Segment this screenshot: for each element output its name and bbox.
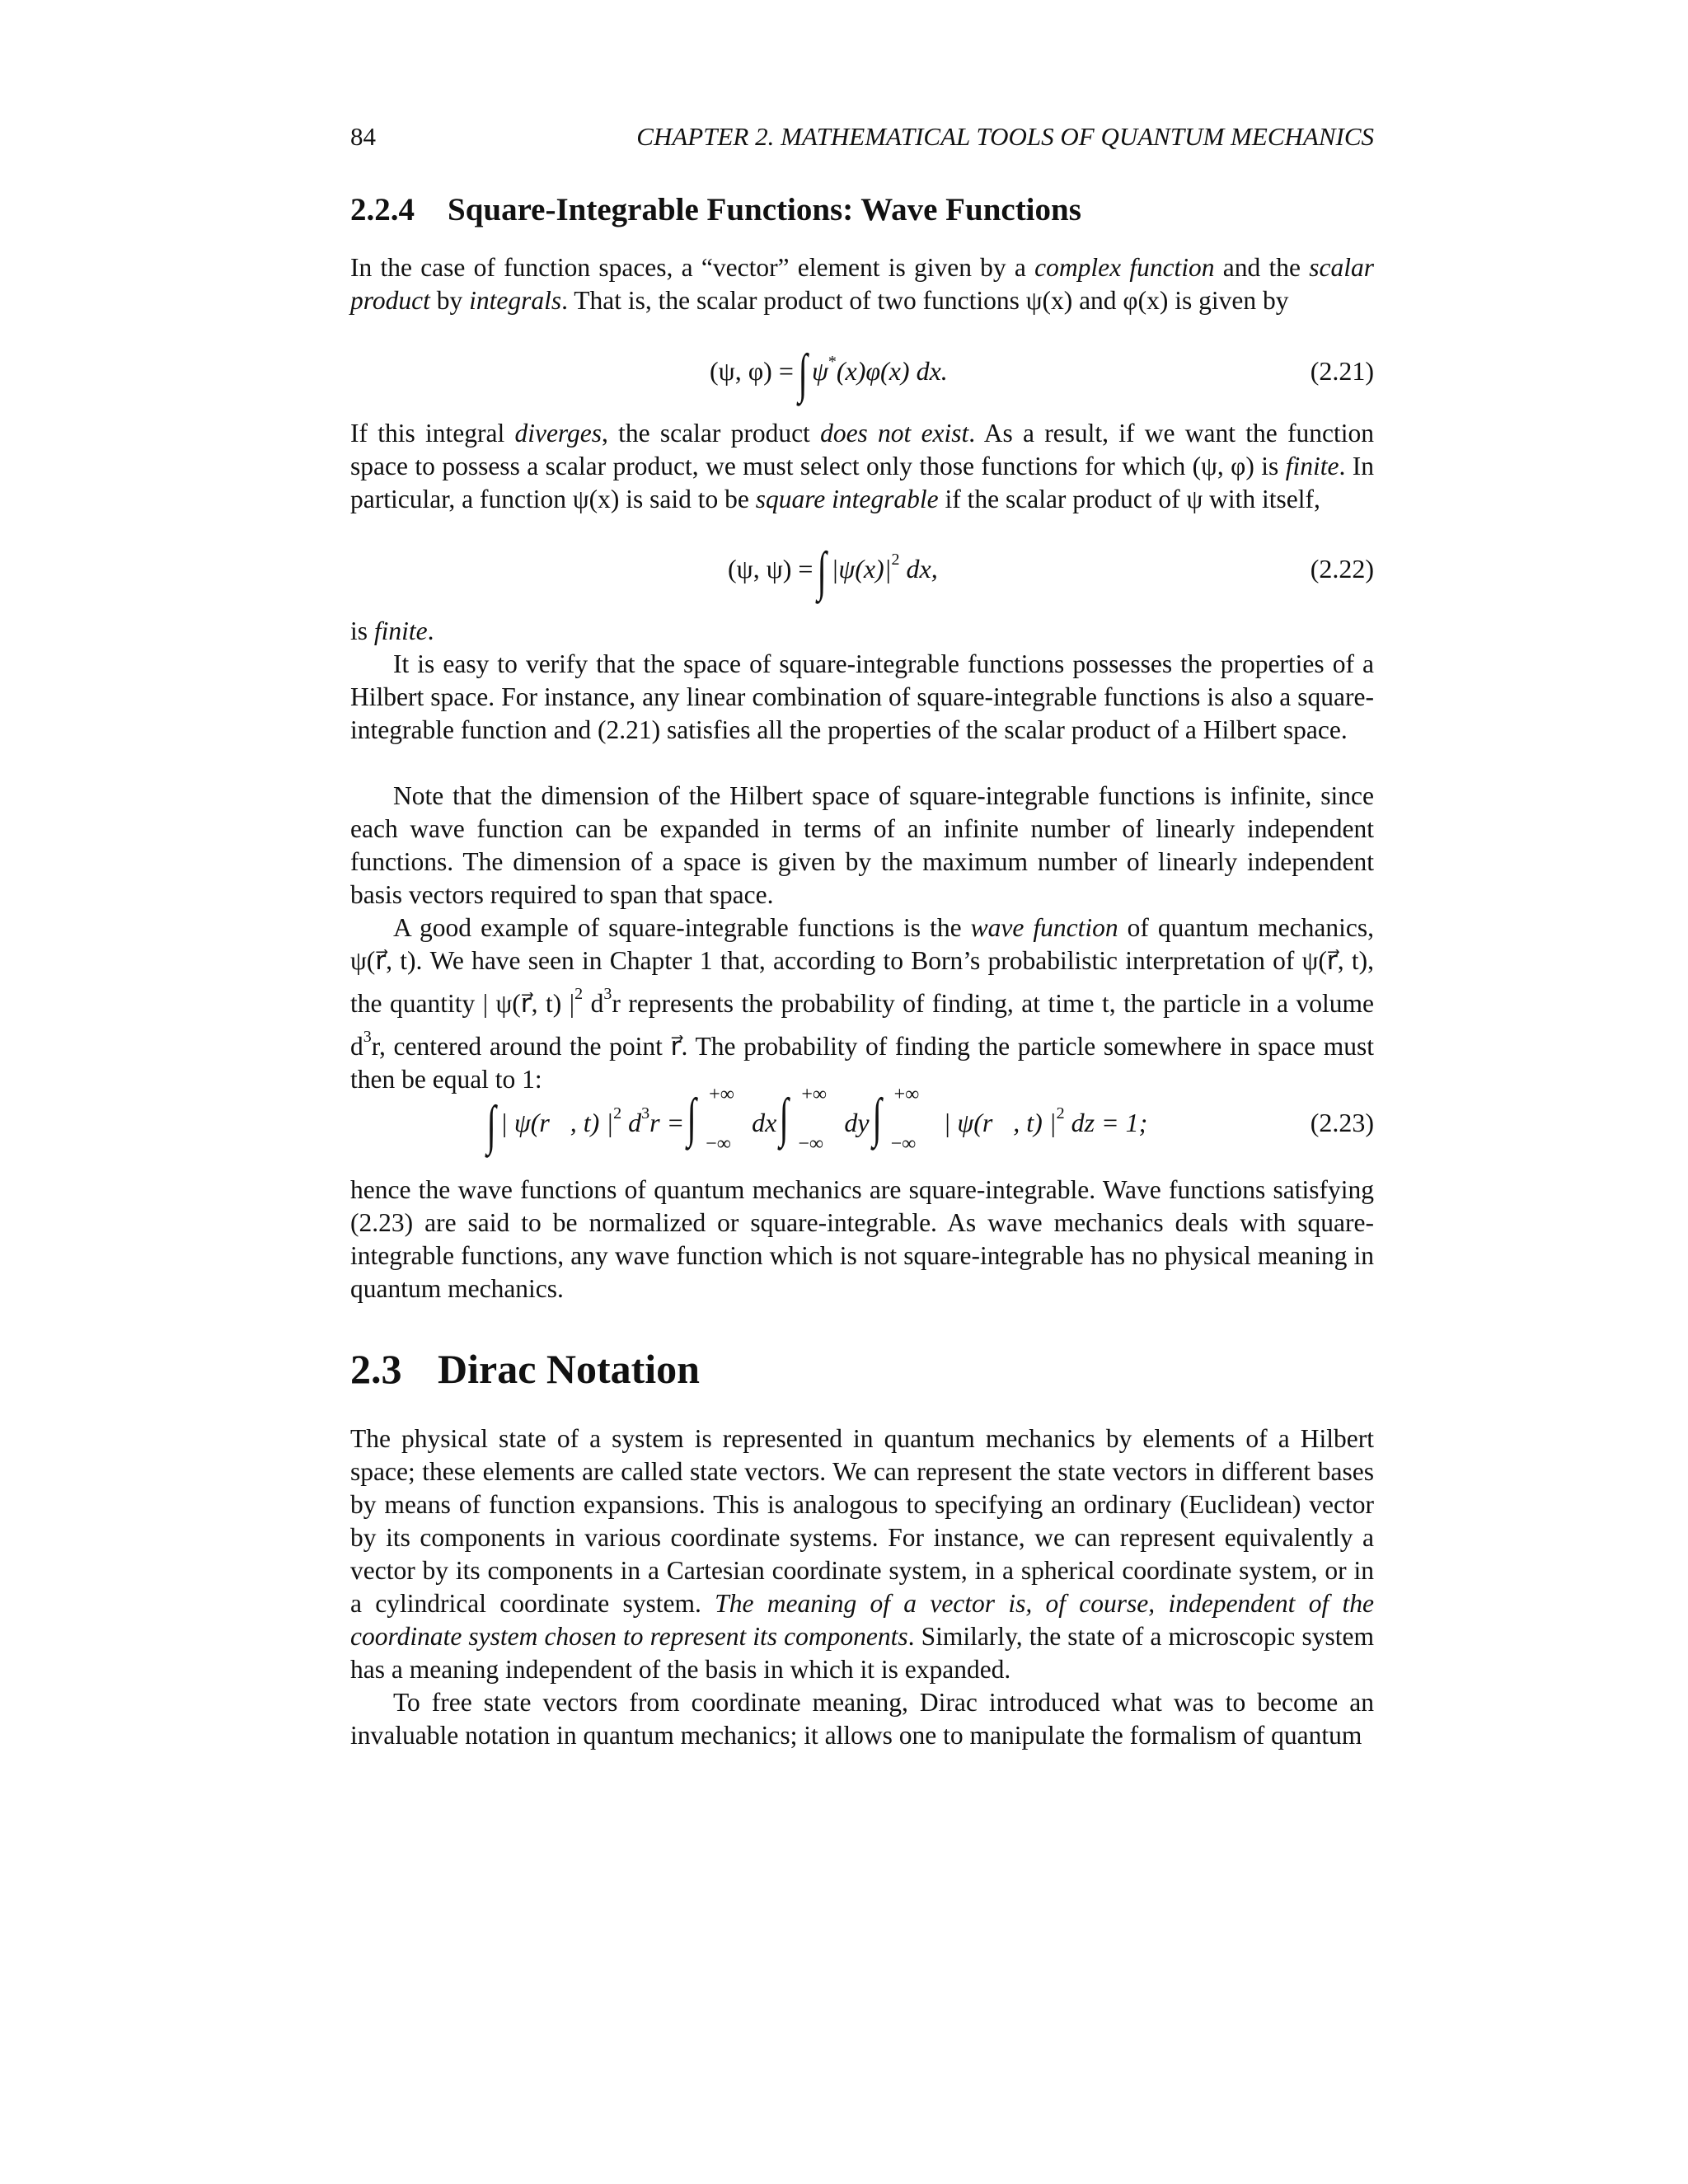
- emphasis-text: scalar product: [350, 253, 1374, 315]
- subsection-title: Square-Integrable Functions: Wave Functions: [448, 192, 1081, 227]
- section-number: 2.3: [350, 1346, 402, 1392]
- paragraph-2: [350, 417, 1374, 516]
- integrand: | ψ(r⃗, t) |: [500, 1108, 614, 1137]
- paragraph-6: [350, 912, 1374, 1096]
- text-run: , the scalar product: [602, 419, 821, 448]
- integral-sign: ∫: [687, 1088, 696, 1148]
- paragraph-3: [350, 615, 1374, 648]
- section-heading: [350, 1345, 700, 1393]
- differential: dx: [752, 1108, 777, 1137]
- integral-sign: ∫: [779, 1088, 790, 1148]
- subsection-heading: [350, 191, 1081, 228]
- emphasis-text: diverges: [514, 419, 603, 448]
- equation-lhs: (ψ, φ) =: [710, 356, 794, 386]
- running-header: [350, 122, 1374, 160]
- exponent: 2: [613, 1104, 622, 1122]
- subsection-number: 2.2.4: [350, 192, 415, 227]
- text-run: . Similarly, the state of a microscopic system has a meaning independent of the basis in which it is expanded.: [350, 1622, 1374, 1684]
- equation-body: [710, 343, 948, 405]
- text-run: r represents the probability of finding, at time t, the particle in a volume d: [350, 989, 1374, 1061]
- definite-integral-y: [779, 1084, 844, 1155]
- integral-sign: ∫: [798, 344, 808, 404]
- equation-2-23: [350, 1084, 1374, 1160]
- equation-number: (2.21): [1310, 356, 1374, 386]
- text-run: . That is, the scalar product of two functions ψ(x) and φ(x) is given by: [561, 286, 1289, 315]
- integrand: |ψ(x)|: [831, 554, 892, 583]
- emphasis-text: integrals: [469, 286, 562, 315]
- emphasis-text: does not exist: [820, 419, 969, 448]
- integrand: | ψ(r⃗, t) |: [943, 1108, 1057, 1137]
- text-run: r, centered around the point r⃗. The probability of finding the particle somewhere in space must then be equal to 1:: [350, 1032, 1374, 1094]
- page-number: 84: [350, 122, 376, 151]
- definite-integral-z: [872, 1084, 937, 1155]
- paragraph-5: [350, 780, 1374, 912]
- integrand-rest: dx,: [899, 554, 938, 583]
- equation-number: (2.23): [1310, 1108, 1374, 1137]
- exponent: 2: [1056, 1104, 1065, 1122]
- equation-body: [728, 541, 938, 603]
- emphasis-text: The meaning of a vector is, of course, independent of the coordinate system chosen to represent its components: [350, 1589, 1374, 1651]
- superscript: 2: [574, 985, 584, 1003]
- emphasis-text: finite: [1285, 452, 1339, 480]
- emphasis-text: finite: [373, 616, 428, 645]
- lower-limit: −∞: [798, 1133, 824, 1155]
- differential: dy: [844, 1108, 870, 1137]
- integrand: ψ: [811, 356, 828, 386]
- conjugate-star: *: [828, 353, 837, 371]
- superscript: 3: [603, 985, 612, 1003]
- text-run: In the case of function spaces, a “vector” element is given by a: [350, 253, 1035, 282]
- text-run: .: [427, 616, 434, 645]
- text-run: . As a result, if we want the function space to possess a scalar product, we must select only those functions for which (ψ, φ) is: [350, 419, 1374, 480]
- upper-limit: +∞: [893, 1084, 920, 1105]
- section-title: Dirac Notation: [438, 1346, 700, 1392]
- integral-sign: ∫: [817, 541, 828, 602]
- text-run: d: [621, 1108, 642, 1137]
- lower-limit: −∞: [706, 1133, 731, 1155]
- exponent: 2: [891, 551, 900, 569]
- integral-sign: ∫: [486, 1095, 496, 1155]
- upper-limit: +∞: [801, 1084, 828, 1105]
- text-run: of quantum mechanics, ψ(r⃗, t). We have seen in Chapter 1 that, according to Born’s probabilistic interpretation of ψ(r⃗, t), the quantity | ψ(r⃗, t) |: [350, 913, 1374, 1018]
- text-run: by: [429, 286, 470, 315]
- chapter-title: CHAPTER 2. MATHEMATICAL TOOLS OF QUANTUM MECHANICS: [636, 122, 1374, 151]
- paragraph-text: To free state vectors from coordinate meaning, Dirac introduced what was to become an invaluable notation in quantum mechanics; it allows one to manipulate the formalism of quantum: [350, 1688, 1374, 1750]
- paragraph-text: hence the wave functions of quantum mechanics are square-integrable. Wave functions satisfying (2.23) are said to be normalized or square-integrable. As wave mechanics deals with square-integrable functions, any wave function which is not square-integrable has no physical meaning in quantum mechanics.: [350, 1175, 1374, 1303]
- paragraph-text: It is easy to verify that the space of square-integrable functions possesses the properties of a Hilbert space. For instance, any linear combination of square-integrable functions is also a square-integrable function and (2.21) satisfies all the properties of the scalar product of a Hilbert space.: [350, 649, 1374, 744]
- text-run: . In particular, a function ψ(x) is said to be: [350, 452, 1374, 513]
- equation-2-21: [350, 343, 1374, 409]
- integral-sign: ∫: [872, 1088, 882, 1148]
- definite-integral-x: [687, 1084, 752, 1155]
- text-run: d: [583, 989, 604, 1018]
- equation-lhs: (ψ, ψ) =: [728, 554, 814, 583]
- superscript: 3: [363, 1028, 372, 1046]
- lower-limit: −∞: [890, 1133, 917, 1155]
- equation-number: (2.22): [1310, 554, 1374, 583]
- text-run: is: [350, 616, 374, 645]
- paragraph-8: [350, 1422, 1374, 1686]
- paragraph-1: [350, 251, 1374, 317]
- text-run: dz = 1;: [1064, 1108, 1148, 1137]
- emphasis-text: complex function: [1034, 253, 1215, 282]
- text-run: The physical state of a system is represented in quantum mechanics by elements of a Hilbert space; these elements are called state vectors. We can represent the state vectors in different bases by means of function expansions. This is analogous to specifying an ordinary (Euclidean) vector by its components in various coordinate systems. For instance, we can represent equivalently a vector by its components in a Cartesian coordinate system, in a spherical coordinate system, or in a cylindrical coordinate system.: [350, 1424, 1374, 1618]
- text-run: If this integral: [350, 419, 515, 448]
- text-run: r =: [649, 1108, 685, 1137]
- emphasis-text: square integrable: [755, 485, 939, 513]
- text-run: if the scalar product of ψ with itself,: [938, 485, 1320, 513]
- text-run: and the: [1214, 253, 1310, 282]
- emphasis-text: wave function: [970, 913, 1118, 942]
- exponent: 3: [641, 1104, 650, 1122]
- upper-limit: +∞: [709, 1084, 734, 1105]
- paragraph-9: [350, 1686, 1374, 1752]
- text-run: A good example of square-integrable functions is the: [393, 913, 971, 942]
- paragraph-text: Note that the dimension of the Hilbert space of square-integrable functions is infinite, since each wave function can be expanded in terms of an infinite number of linearly independent functions. The dimension of a space is given by the maximum number of linearly independent basis vectors required to span that space.: [350, 781, 1374, 909]
- equation-body: [486, 1084, 1148, 1157]
- paragraph-7: [350, 1174, 1374, 1305]
- integrand-rest: (x)φ(x) dx.: [836, 356, 948, 386]
- paragraph-4: [350, 648, 1374, 747]
- equation-2-22: [350, 541, 1374, 607]
